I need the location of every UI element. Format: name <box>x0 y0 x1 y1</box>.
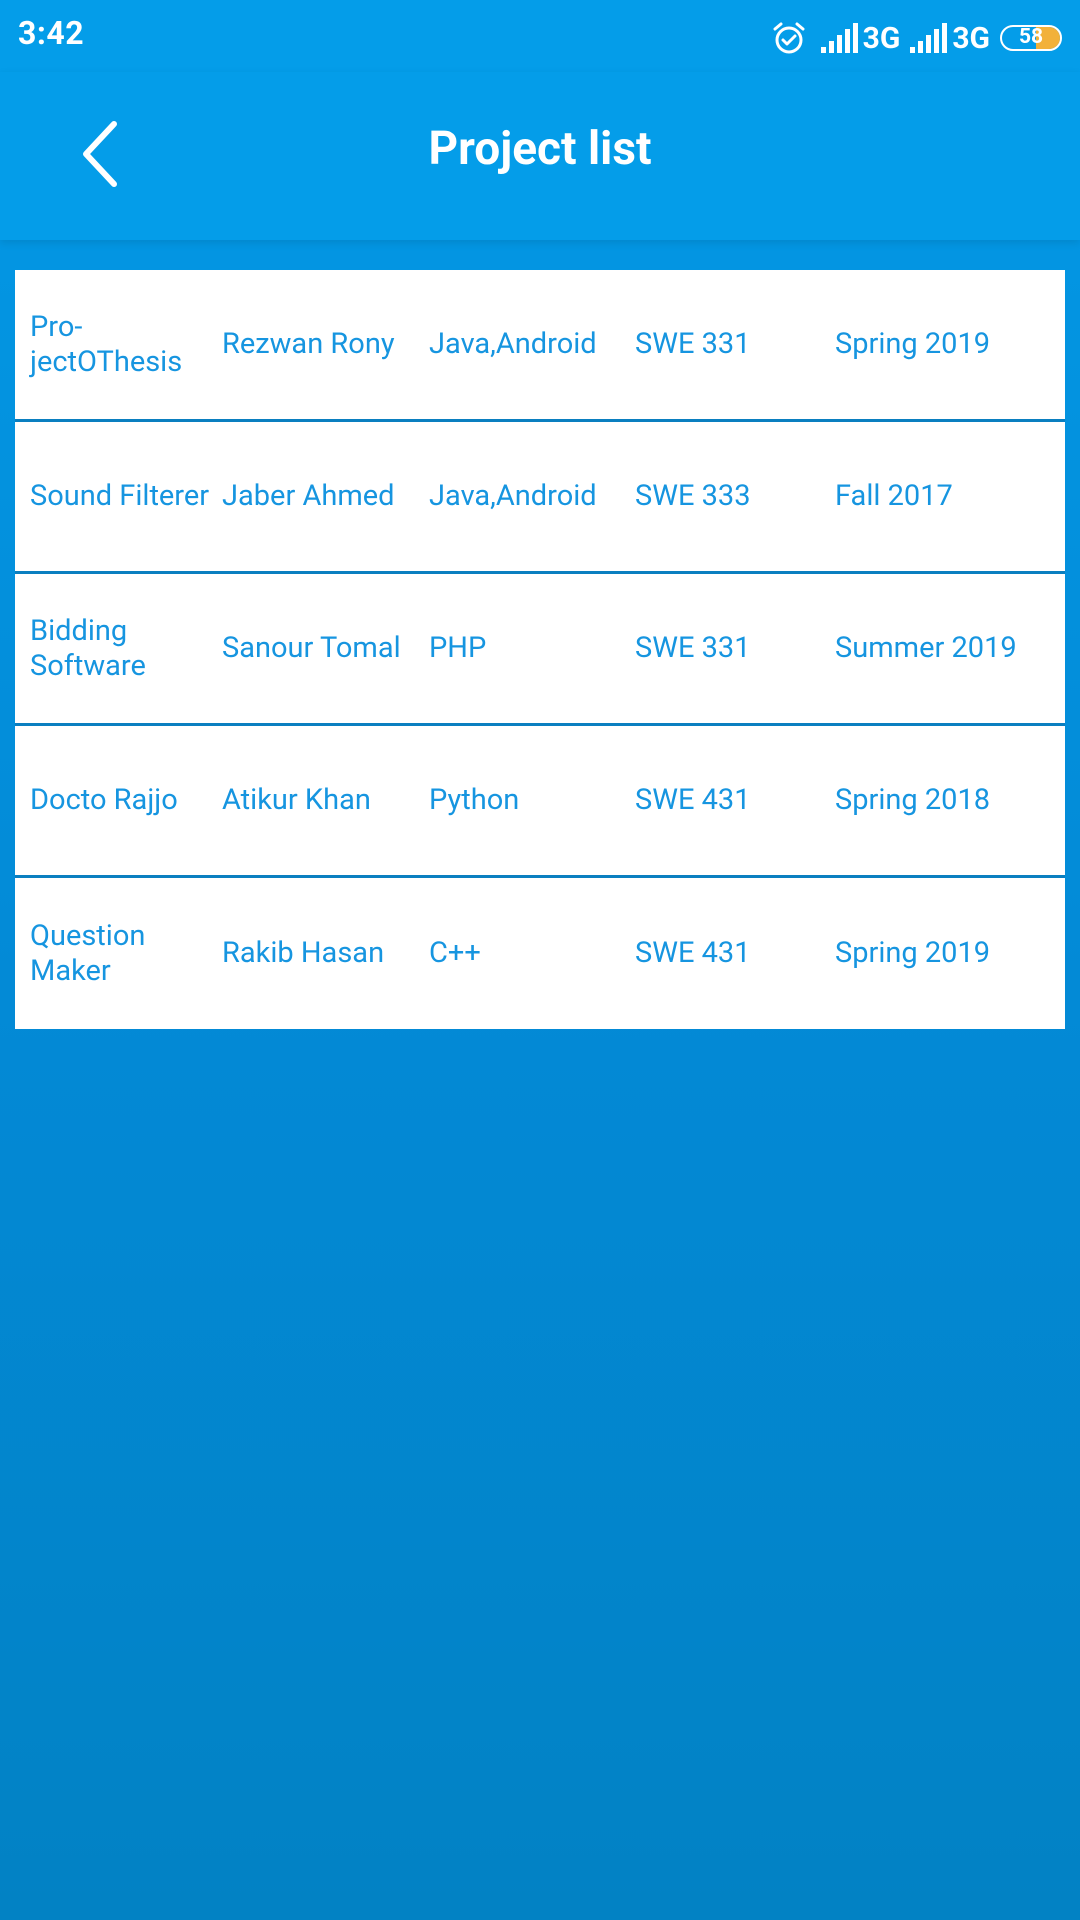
status-bar <box>0 0 1080 72</box>
signal-icon <box>908 23 948 53</box>
project-technology: PHP <box>429 631 487 665</box>
table-row[interactable] <box>15 422 1065 574</box>
table-row[interactable] <box>15 726 1065 878</box>
project-course: SWE 331 <box>635 631 751 665</box>
project-term: Fall 2017 <box>835 479 953 513</box>
project-title: Question Maker <box>30 918 146 988</box>
project-technology: Python <box>429 783 520 817</box>
project-title: Pro-jectOThesis <box>30 309 183 379</box>
status-time: 3:42 <box>18 14 85 52</box>
project-title: Bidding Software <box>30 613 146 683</box>
battery-icon <box>1000 25 1062 51</box>
table-row[interactable] <box>15 878 1065 1029</box>
network-type-label: 3G <box>952 20 990 56</box>
battery-level: 58 <box>1018 25 1044 49</box>
status-icons <box>771 18 1062 58</box>
project-term: Spring 2018 <box>835 783 991 817</box>
project-owner: Atikur Khan <box>222 783 371 817</box>
project-owner: Rakib Hasan <box>222 936 385 970</box>
table-row[interactable] <box>15 574 1065 726</box>
project-term: Spring 2019 <box>835 327 991 361</box>
signal-icon <box>819 23 859 53</box>
project-title: Docto Rajjo <box>30 783 178 817</box>
project-owner: Jaber Ahmed <box>222 479 395 513</box>
project-term: Spring 2019 <box>835 936 991 970</box>
project-title: Sound Filterer <box>30 479 210 513</box>
project-technology: C++ <box>429 936 481 970</box>
project-course: SWE 431 <box>635 783 751 817</box>
project-term: Summer 2019 <box>835 631 1017 665</box>
page-title: Project list <box>428 122 652 176</box>
project-course: SWE 333 <box>635 479 751 513</box>
alarm-icon <box>771 20 807 56</box>
empty-content-area <box>0 1032 1080 1920</box>
project-course: SWE 431 <box>635 936 751 970</box>
table-row[interactable] <box>15 270 1065 422</box>
project-owner: Sanour Tomal <box>222 631 401 665</box>
project-course: SWE 331 <box>635 327 751 361</box>
project-table <box>15 270 1065 1029</box>
project-owner: Rezwan Rony <box>222 327 395 361</box>
network-type-label: 3G <box>862 20 901 56</box>
app-bar <box>0 72 1080 240</box>
project-technology: Java,Android <box>429 327 597 361</box>
project-technology: Java,Android <box>429 479 597 513</box>
